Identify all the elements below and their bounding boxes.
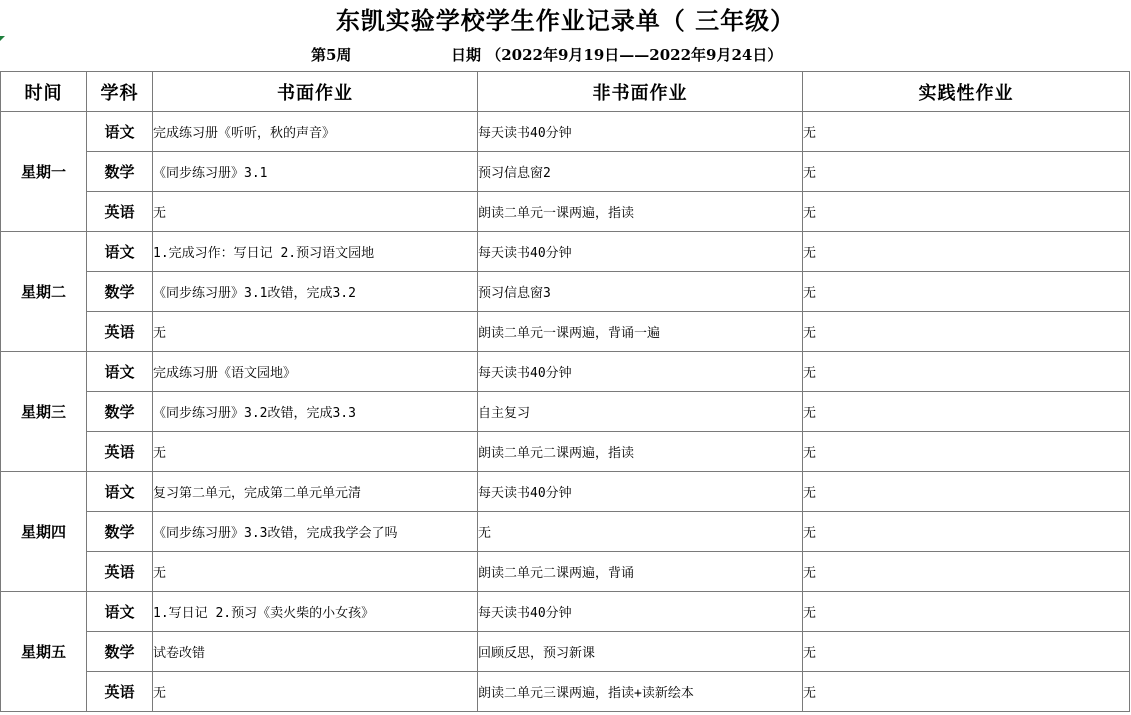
table-row: [1, 152, 1130, 192]
table-row: [1, 552, 1130, 592]
practice-homework-cell: 无: [803, 552, 1130, 592]
nonwritten-homework-cell: 朗读二单元一课两遍，背诵一遍: [478, 312, 803, 352]
nonwritten-homework-cell: 朗读二单元三课两遍，指读+读新绘本: [478, 672, 803, 712]
written-homework-cell: 无: [153, 312, 478, 352]
written-homework-cell: 无: [153, 192, 478, 232]
practice-homework-cell: 无: [803, 472, 1130, 512]
table-row: [1, 392, 1130, 432]
nonwritten-homework-cell: 每天读书40分钟: [478, 592, 803, 632]
nonwritten-homework-cell: 朗读二单元二课两遍，指读: [478, 432, 803, 472]
page-title: 东凯实验学校学生作业记录单（ 三年级）: [335, 5, 796, 35]
nonwritten-homework-cell: 无: [478, 512, 803, 552]
nonwritten-homework-cell: 每天读书40分钟: [478, 472, 803, 512]
nonwritten-homework-cell: 回顾反思，预习新课: [478, 632, 803, 672]
table-row: [1, 192, 1130, 232]
written-homework-cell: 无: [153, 432, 478, 472]
nonwritten-homework-cell: 自主复习: [478, 392, 803, 432]
written-homework-cell: 《同步练习册》3.1改错，完成3.2: [153, 272, 478, 312]
table-row: [1, 632, 1130, 672]
subtitle-row: [0, 36, 1131, 70]
table-row: [1, 592, 1130, 632]
written-homework-cell: 完成练习册《语文园地》: [153, 352, 478, 392]
table-row: [1, 272, 1130, 312]
table-row: [1, 232, 1130, 272]
subject-cell: 数学: [87, 152, 153, 192]
practice-homework-cell: 无: [803, 192, 1130, 232]
practice-homework-cell: 无: [803, 272, 1130, 312]
subject-cell: 数学: [87, 512, 153, 552]
practice-homework-cell: 无: [803, 392, 1130, 432]
written-homework-cell: 《同步练习册》3.3改错，完成我学会了吗: [153, 512, 478, 552]
subject-cell: 数学: [87, 392, 153, 432]
nonwritten-homework-cell: 朗读二单元二课两遍，背诵: [478, 552, 803, 592]
written-homework-cell: 完成练习册《听听，秋的声音》: [153, 112, 478, 152]
day-cell: 星期四: [1, 472, 87, 592]
subject-cell: 英语: [87, 672, 153, 712]
subject-cell: 语文: [87, 232, 153, 272]
nonwritten-homework-cell: 预习信息窗2: [478, 152, 803, 192]
practice-homework-cell: 无: [803, 432, 1130, 472]
subject-cell: 语文: [87, 472, 153, 512]
table-row: [1, 472, 1130, 512]
subject-cell: 英语: [87, 432, 153, 472]
day-cell: 星期一: [1, 112, 87, 232]
practice-homework-cell: 无: [803, 632, 1130, 672]
table-row: [1, 112, 1130, 152]
practice-homework-cell: 无: [803, 672, 1130, 712]
subject-cell: 英语: [87, 312, 153, 352]
table-row: [1, 312, 1130, 352]
table-row: [1, 672, 1130, 712]
header-subject: 学科: [87, 72, 153, 112]
day-cell: 星期五: [1, 592, 87, 712]
practice-homework-cell: 无: [803, 592, 1130, 632]
written-homework-cell: 《同步练习册》3.2改错，完成3.3: [153, 392, 478, 432]
nonwritten-homework-cell: 预习信息窗3: [478, 272, 803, 312]
practice-homework-cell: 无: [803, 512, 1130, 552]
table-row: [1, 512, 1130, 552]
header-row: [1, 72, 1130, 112]
nonwritten-homework-cell: 朗读二单元一课两遍，指读: [478, 192, 803, 232]
header-practice: 实践性作业: [803, 72, 1130, 112]
practice-homework-cell: 无: [803, 352, 1130, 392]
nonwritten-homework-cell: 每天读书40分钟: [478, 112, 803, 152]
practice-homework-cell: 无: [803, 152, 1130, 192]
table-row: [1, 352, 1130, 392]
written-homework-cell: 复习第二单元，完成第二单元单元清: [153, 472, 478, 512]
subject-cell: 数学: [87, 272, 153, 312]
subject-cell: 英语: [87, 552, 153, 592]
written-homework-cell: 1.完成习作：写日记 2.预习语文园地: [153, 232, 478, 272]
written-homework-cell: 《同步练习册》3.1: [153, 152, 478, 192]
practice-homework-cell: 无: [803, 312, 1130, 352]
table-body: [1, 112, 1130, 712]
header-written: 书面作业: [153, 72, 478, 112]
header-nonwritten: 非书面作业: [478, 72, 803, 112]
subject-cell: 语文: [87, 592, 153, 632]
day-cell: 星期三: [1, 352, 87, 472]
practice-homework-cell: 无: [803, 112, 1130, 152]
written-homework-cell: 试卷改错: [153, 632, 478, 672]
homework-table: [0, 71, 1130, 712]
written-homework-cell: 无: [153, 672, 478, 712]
practice-homework-cell: 无: [803, 232, 1130, 272]
day-cell: 星期二: [1, 232, 87, 352]
subject-cell: 语文: [87, 112, 153, 152]
week-label: 第5周: [311, 46, 352, 64]
nonwritten-homework-cell: 每天读书40分钟: [478, 352, 803, 392]
written-homework-cell: 无: [153, 552, 478, 592]
written-homework-cell: 1.写日记 2.预习《卖火柴的小女孩》: [153, 592, 478, 632]
subject-cell: 英语: [87, 192, 153, 232]
subject-cell: 数学: [87, 632, 153, 672]
nonwritten-homework-cell: 每天读书40分钟: [478, 232, 803, 272]
subject-cell: 语文: [87, 352, 153, 392]
table-row: [1, 432, 1130, 472]
date-range: 日期 （2022年9月19日——2022年9月24日）: [451, 46, 783, 64]
header-time: 时间: [1, 72, 87, 112]
